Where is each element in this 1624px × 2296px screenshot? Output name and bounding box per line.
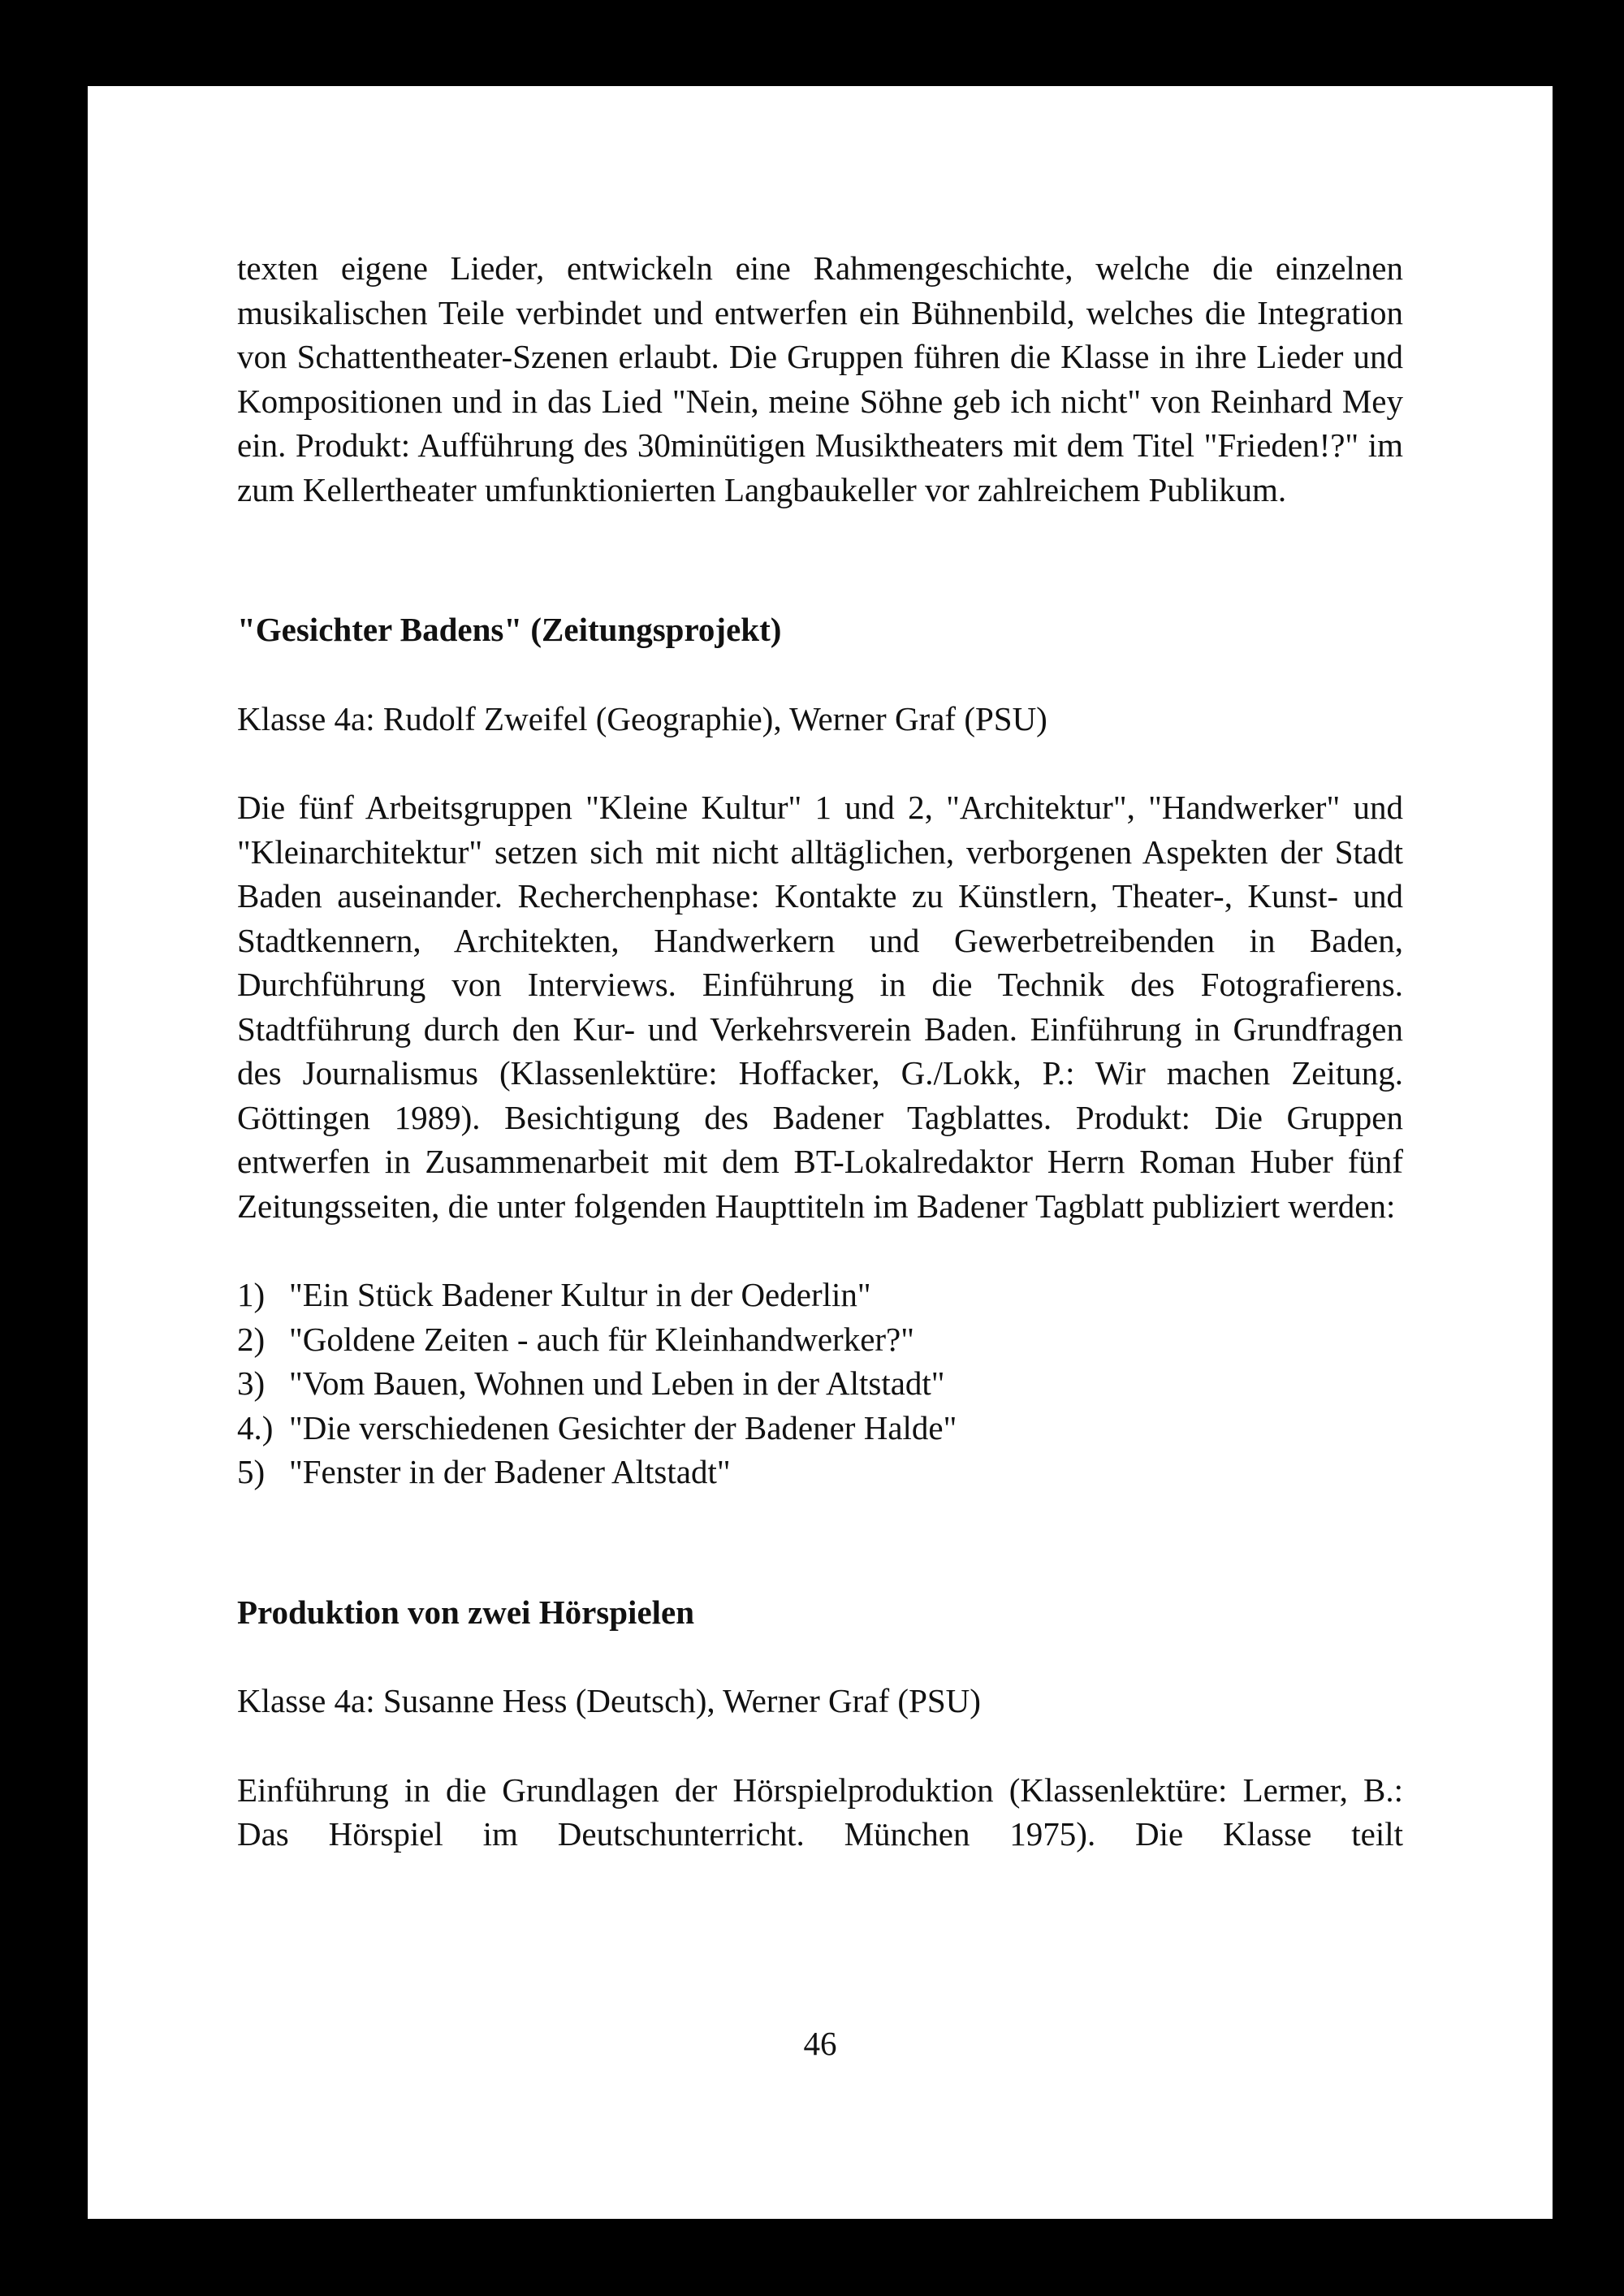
- class-line-hoerspiele: Klasse 4a: Susanne Hess (Deutsch), Werner Graf (PSU): [237, 1682, 981, 1719]
- list-item-number: 5): [237, 1453, 266, 1490]
- paragraph-hoerspiele: Einführung in die Grundlagen der Hörspielproduktion (Klassenlektüre: Lermer, B.: Das Hörspiel im Deutschunterricht. München 1975). Die Klasse teilt: [237, 1771, 1403, 1853]
- list-item-text: "Fenster in der Badener Altstadt": [289, 1453, 731, 1490]
- list-item-text: "Vom Bauen, Wohnen und Leben in der Altstadt": [289, 1364, 945, 1402]
- page-content: [237, 246, 1403, 1857]
- list-item-number: 1): [237, 1276, 266, 1313]
- page-number: 46: [803, 2025, 837, 2062]
- headline-list: [237, 1273, 1403, 1494]
- list-item-text: "Ein Stück Badener Kultur in der Oederlin": [289, 1276, 871, 1313]
- list-item-number: 3): [237, 1364, 266, 1402]
- list-item: [237, 1273, 1403, 1317]
- list-item: [237, 1361, 1403, 1406]
- paragraph-zeitungsprojekt: Die fünf Arbeitsgruppen "Kleine Kultur" 1 und 2, "Architektur", "Handwerker" und "Kleinarchitektur" setzen sich mit nicht alltäglichen, verborgenen Aspekten der Stadt Baden auseinander. Recherchenphase: Kontakte zu Künstlern, Theater-, Kunst- und Stadtkennern, Architekten, Handwerkern und Gewerbetreibenden in Baden, Durchführung von Interviews. Einführung in die Technik des Fotografierens. Stadtführung durch den Kur- und Verkehrsverein Baden. Einführung in Grundfragen des Journalismus (Klassenlektüre: Hoffacker, G./Lokk, P.: Wir machen Zeitung. Göttingen 1989). Besichtigung des Badener Tagblattes. Produkt: Die Gruppen entwerfen in Zusammenarbeit mit dem BT-Lokalredaktor Herrn Roman Huber fünf Zeitungsseiten, die unter folgenden Haupttiteln im Badener Tagblatt publiziert werden:: [237, 789, 1403, 1225]
- section-heading-zeitungsprojekt: "Gesichter Badens" (Zeitungsprojekt): [237, 611, 782, 648]
- document-page: [88, 86, 1553, 2219]
- list-item: [237, 1450, 1403, 1494]
- list-item-number: 4.): [237, 1408, 274, 1446]
- list-item-text: "Goldene Zeiten - auch für Kleinhandwerker?": [289, 1320, 914, 1358]
- class-line-zeitungsprojekt: Klasse 4a: Rudolf Zweifel (Geographie), Werner Graf (PSU): [237, 699, 1047, 737]
- list-item-text: "Die verschiedenen Gesichter der Badener Halde": [289, 1408, 957, 1446]
- intro-paragraph: texten eigene Lieder, entwickeln eine Rahmengeschichte, welche die einzelnen musikalischen Teile verbindet und entwerfen ein Bühnenbild, welches die Integration von Schattentheater-Szenen erlaubt. Die Gruppen führen die Klasse in ihre Lieder und Kompositionen und in das Lied "Nein, meine Söhne geb ich nicht" von Reinhard Mey ein. Produkt: Aufführung des 30minütigen Musiktheaters mit dem Titel "Frieden!?" im zum Kellertheater umfunktionierten Langbaukeller vor zahlreichem Publikum.: [237, 249, 1403, 508]
- list-item: [237, 1406, 1403, 1451]
- list-item-number: 2): [237, 1320, 266, 1358]
- section-heading-hoerspiele: Produktion von zwei Hörspielen: [237, 1593, 695, 1631]
- list-item: [237, 1317, 1403, 1362]
